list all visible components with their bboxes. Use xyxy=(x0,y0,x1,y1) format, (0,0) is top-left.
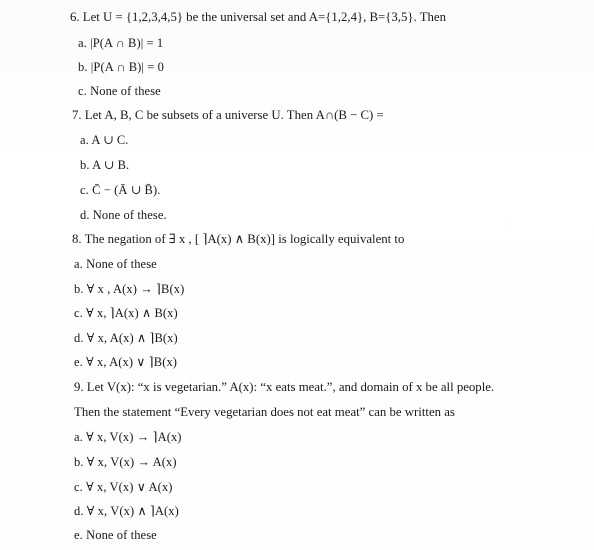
question-7-option-d: d. None of these. xyxy=(80,208,167,222)
question-9-stem: 9. Let V(x): “x is vegetarian.” A(x): “x eats meat.”, and domain of x be all people. xyxy=(74,380,495,394)
question-6-option-c: c. None of these xyxy=(78,84,161,98)
question-9-option-c: c. ∀ x, V(x) ∨ A(x) xyxy=(74,480,173,494)
question-7-stem: 7. Let A, B, C be subsets of a universe U. Then A∩(B − C) = xyxy=(72,108,384,122)
question-9-option-a: a. ∀ x, V(x) → ⌉A(x) xyxy=(74,430,182,444)
question-9-option-e: e. None of these xyxy=(74,528,157,542)
question-9-option-b: b. ∀ x, V(x) → A(x) xyxy=(74,455,177,469)
question-7-option-c: c. C̄ − (Ā ∪ B̄). xyxy=(80,183,161,197)
question-7-option-a: a. A ∪ C. xyxy=(80,133,129,147)
question-8-option-d: d. ∀ x, A(x) ∧ ⌉B(x) xyxy=(74,331,178,345)
question-6-option-b: b. |P(A ∩ B)| = 0 xyxy=(78,60,164,74)
question-8-option-c: c. ∀ x, ⌉A(x) ∧ B(x) xyxy=(74,306,178,320)
question-9-stem-continued: Then the statement “Every vegetarian does not eat meat” can be written as xyxy=(74,405,455,419)
question-8-stem: 8. The negation of ∃ x , [ ⌉A(x) ∧ B(x)] is logically equivalent to xyxy=(72,232,405,246)
question-8-option-b: b. ∀ x , A(x) → ⌉B(x) xyxy=(74,282,185,296)
question-8-option-e: e. ∀ x, A(x) ∨ ⌉B(x) xyxy=(74,355,178,369)
question-7-option-b: b. A ∪ B. xyxy=(80,158,130,172)
question-9-option-d: d. ∀ x, V(x) ∧ ⌉A(x) xyxy=(74,504,179,518)
question-8-option-a: a. None of these xyxy=(74,257,157,271)
question-6-stem: 6. Let U = {1,2,3,4,5} be the universal set and A={1,2,4}, B={3,5}. Then xyxy=(70,10,447,24)
question-6-option-a: a. |P(A ∩ B)| = 1 xyxy=(78,36,164,50)
